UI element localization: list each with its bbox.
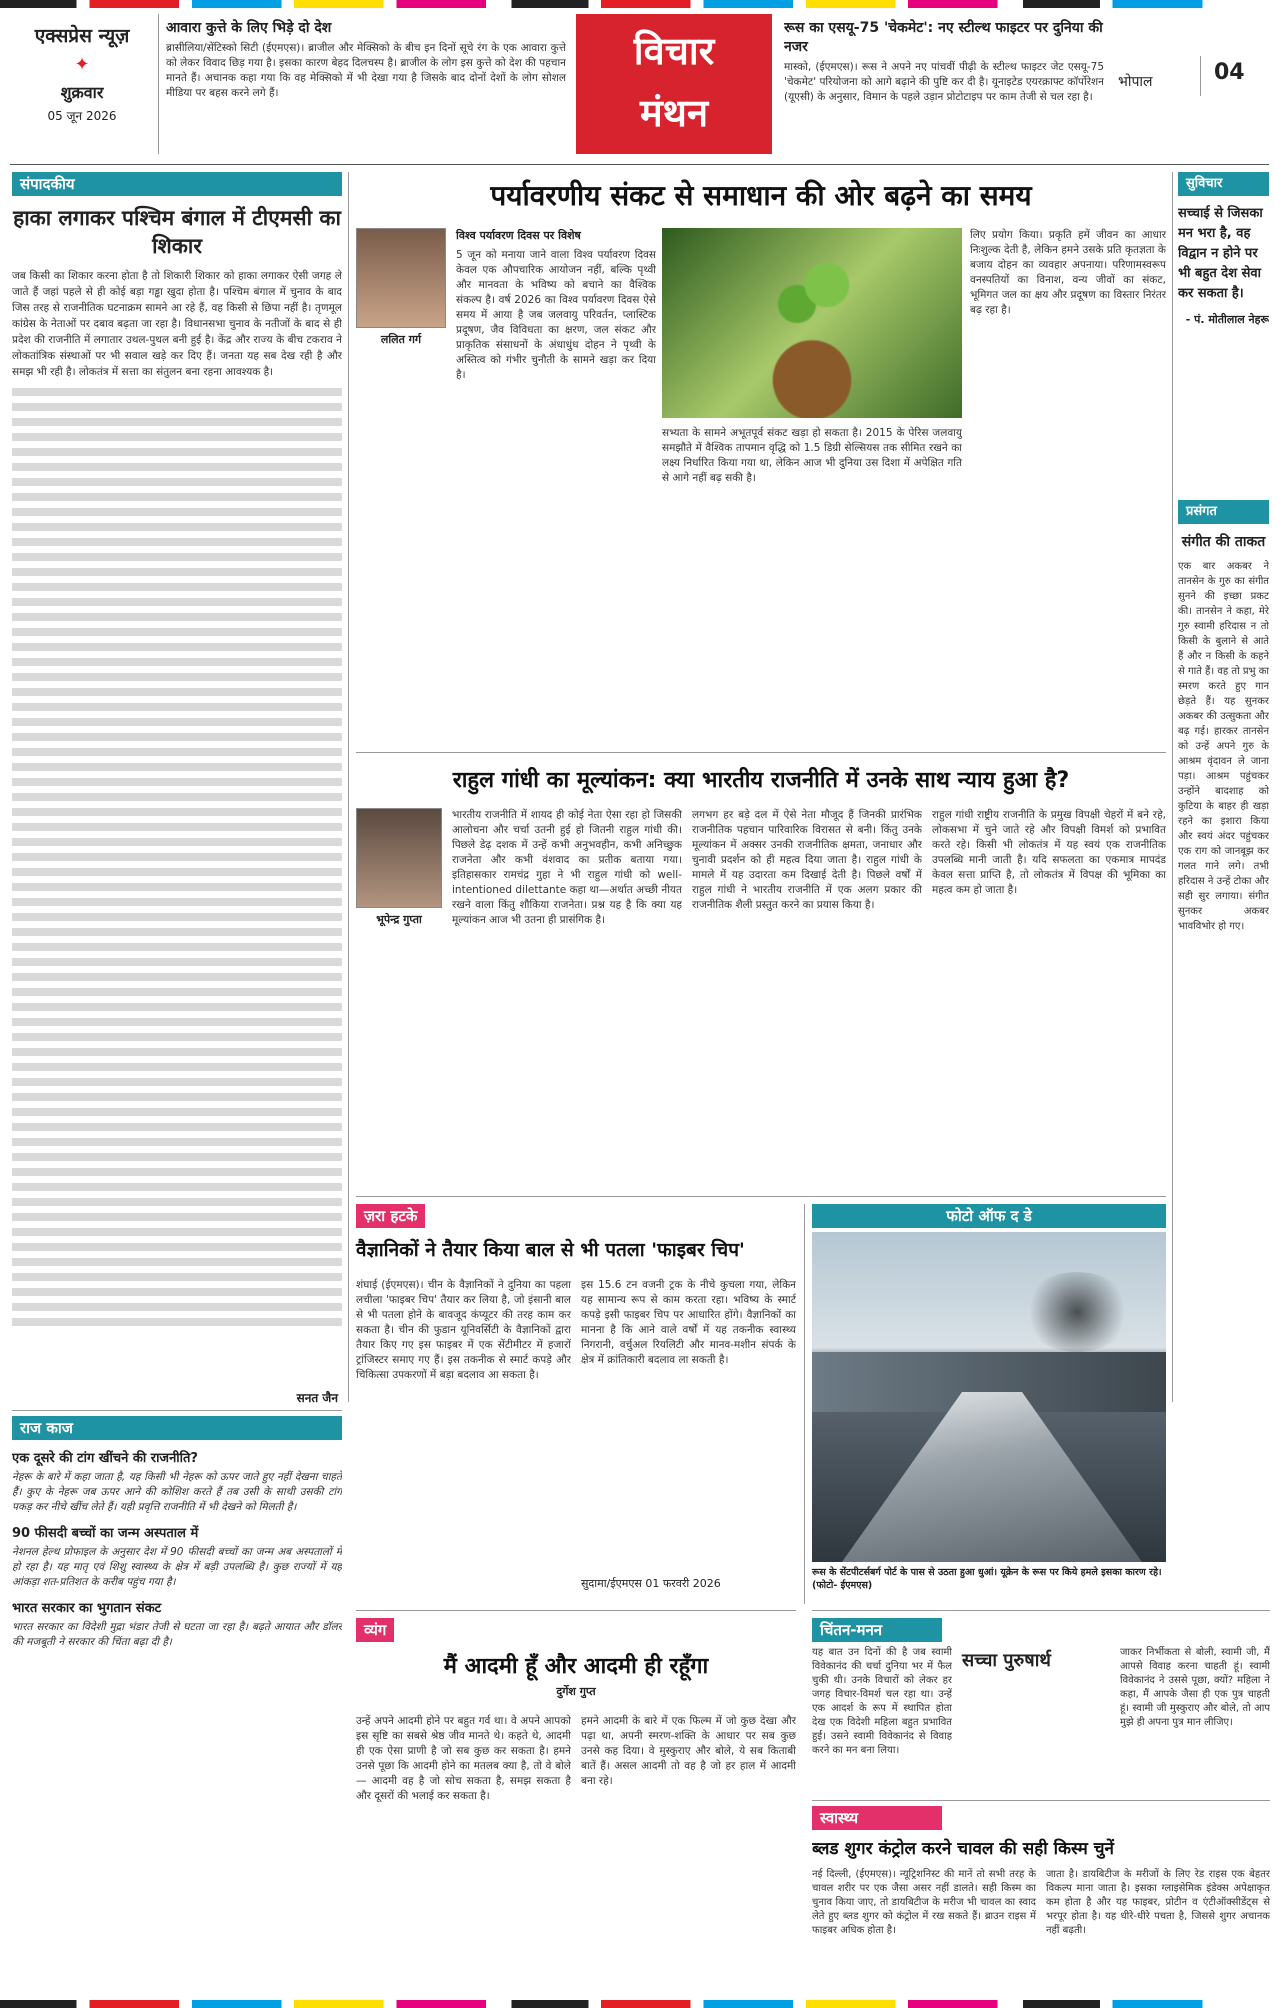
divider: [1172, 172, 1173, 1402]
story-body-1: यह बात उन दिनों की है जब स्वामी विवेकानंद की चर्चा दुनिया भर में फैल चुकी थी। उनके विचारों को लेकर हर जगह विचार-विमर्श चल रहा था। उन्हें एक आदर्श के रूप में स्थापित होता देख एक विदेशी महिला बहुत प्रभावित हुई। उसने स्वामी विवेकानंद से विवाह करने का मन बना लिया।: [812, 1647, 952, 1756]
section-header: स्वास्थ्य: [812, 1806, 942, 1830]
story-body-2: जाकर निर्भीकता से बोली, स्वामी जी, मैं आपसे विवाह करना चाहती हूं। स्वामी विवेकानंद ने उससे पूछा, क्यों? महिला ने कहा, मैं आपके जैसा ही एक पुत्र चाहती हूं। स्वामी जी मुस्कुराए और बोले, तो आप मुझे ही अपना पुत्र मान लीजिए।: [1120, 1647, 1270, 1728]
article-body-3: लिए प्रयोग किया। प्रकृति हमें जीवन का आधार निःशुल्क देती है, लेकिन हमने उसके प्रति कृतज्ञता के बजाय दोहन का व्यवहार अपनाया। परिणामस्वरूप वनस्पतियों का विनाश, वन्य जीवों का संकट, भूमिगत जल का क्षय और प्रदूषण का विस्तार निरंतर बढ़ रहा है।: [970, 229, 1166, 316]
photo-of-day: [812, 1204, 1166, 1604]
divider: [356, 1610, 796, 1611]
section-header: राज काज: [12, 1416, 342, 1440]
divider: [158, 14, 159, 154]
story-body-1: उन्हें अपने आदमी होने पर बहुत गर्व था। वे अपने आपको इस सृष्टि का सबसे श्रेष्ठ जीव मानते थे। कहते थे, आदमी ही एक ऐसा प्राणी है जो सब कुछ कर सकता है। हमने उनसे पूछा कि आदमी होने का मतलब क्या है, तो वे बोले — आदमी वह है जो सोच सकता है, समझ सकता है और दूसरों की भलाई कर सकता है।: [356, 1715, 571, 1802]
section-header: सुविचार: [1178, 172, 1269, 196]
newspaper-name: एक्सप्रेस न्यूज़: [34, 25, 130, 47]
story-body-cont: [962, 1678, 1112, 1798]
author-name: ललित गर्ग: [380, 333, 422, 346]
story-title: सच्चा पुरुषार्थ: [962, 1650, 1051, 1671]
story-title: वैज्ञानिकों ने तैयार किया बाल से भी पतला 'फाइबर चिप': [356, 1239, 745, 1261]
story-body-2: इस 15.6 टन वजनी ट्रक के नीचे कुचला गया, लेकिन यह सामान्य रूप से काम करता रहा। भविष्य के स्मार्ट कपड़े इसी फाइबर चिप पर आधारित होंगे। वैज्ञानिकों का मानना है कि आने वाले वर्षों में यह तकनीक स्वास्थ्य निगरानी, वर्चुअल रियलिटी और मानव-मशीन संपर्क के क्षेत्र में क्रांतिकारी बदलाव ला सकती है।: [581, 1279, 796, 1366]
article-photo: [662, 228, 962, 418]
quote-author: - पं. मोतीलाल नेहरू: [1185, 313, 1269, 326]
divider: [356, 1196, 1166, 1197]
item-body: नेहरू के बारे में कहा जाता है, यह किसी भी नेहरू को ऊपर जाते हुए नहीं देखना चाहते हैं। कुए के नेहरू जब ऊपर आने की कोशिश करते हैं तब उसी के साथी उसकी टांग पकड़ कर नीचे खींच लेते हैं। यही प्रवृत्ति राजनीति में भी देखने को मिलती है।: [12, 1471, 342, 1513]
editorial-column: [12, 172, 342, 1410]
prasang-box: [1178, 500, 1269, 1400]
raj-kaaj-column: [12, 1416, 342, 1996]
story-body-1: शंघाई (ईएमएस)। चीन के वैज्ञानिकों ने दुनिया का पहला लचीला 'फाइबर चिप' तैयार कर लिया है, जो इंसानी बाल से भी पतला होने के बावजूद कंप्यूटर की तरह काम कर सकता है। चीन की फुडान यूनिवर्सिटी के वैज्ञानिकों द्वारा तैयार किए गए इस फाइबर में एक सेंटीमीटर में हजारों ट्रांजिस्टर समाए गए हैं। इस तकनीक से स्मार्ट कपड़े और चिकित्सा उपकरणों में बड़ा बदलाव आ सकता है।: [356, 1279, 571, 1381]
story-body-2: हमने आदमी के बारे में एक फिल्म में जो कुछ देखा और पढ़ा था, अपनी स्मरण-शक्ति के आधार पर सब कुछ उनसे कह दिया। वे मुस्कुराए और बोले, ये सब किताबी बातें हैं। असल आदमी तो वह है जो हर हाल में आदमी बना रहे।: [581, 1715, 796, 1787]
quote-text: सच्चाई से जिसका मन भरा है, वह विद्वान न होने पर भी बहुत देश सेवा कर सकता है।: [1178, 206, 1263, 301]
star-icon: ✦: [74, 54, 90, 75]
item-title: एक दूसरे की टांग खींचने की राजनीति?: [12, 1451, 198, 1466]
section-header: प्रसंगत: [1178, 500, 1269, 524]
edition-city: भोपाल: [1118, 74, 1153, 90]
brand-line-2: मंथन: [639, 90, 709, 135]
item-title: भारत सरकार का भुगतान संकट: [12, 1601, 162, 1616]
story-author: दुर्गेश गुप्त: [556, 1685, 596, 1698]
page-number: 04: [1214, 60, 1245, 85]
photo-caption: रूस के सेंटपीटर्सबर्ग पोर्ट के पास से उठता हुआ धुआं। यूक्रेन के रूस पर किये हमले इसका कारण रहे। (फोटो- ईएमएस): [812, 1567, 1162, 1591]
top-right-story: [784, 18, 1104, 153]
divider: [812, 1800, 1270, 1801]
rahul-article: [356, 760, 1166, 1190]
item-body: भारत सरकार का विदेशी मुद्रा भंडार तेजी से घटता जा रहा है। बढ़ते आयात और डॉलर की मजबूती ने सरकार की चिंता बढ़ा दी है।: [12, 1621, 342, 1648]
article-body-1: 5 जून को मनाया जाने वाला विश्व पर्यावरण दिवस केवल एक औपचारिक आयोजन नहीं, बल्कि पृथ्वी और मानवता के भविष्य को बचाने का वैश्विक संकल्प है। वर्ष 2026 का विश्व पर्यावरण दिवस ऐसे समय में आया है जब जलवायु परिवर्तन, प्लास्टिक प्रदूषण, जैव विविधता का क्षरण, जल संकट और प्राकृतिक संसाधनों के अंधाधुंध दोहन ने पृथ्वी के अस्तित्व को गंभीर चुनौती के सामने खड़ा कर दिया है।: [456, 249, 656, 381]
brand-line-1: विचार: [633, 28, 715, 73]
section-header: व्यंग: [356, 1618, 394, 1642]
author-name: भूपेन्द्र गुप्ता: [376, 913, 422, 926]
issue-date: 05 जून 2026: [47, 109, 117, 123]
chintan-story: [812, 1618, 1270, 1798]
story-body-1: नई दिल्ली, (ईएमएस)। न्यूट्रिशनिस्ट की मानें तो सभी तरह के चावल शरीर पर एक जैसा असर नहीं डालते। सही किस्म का चुनाव किया जाए, तो डायबिटीज के मरीज भी चावल का स्वाद लेते हुए ब्लड शुगर को कंट्रोल में रख सकते हैं। ब्राउन राइस में फाइबर अधिक होता है।: [812, 1869, 1036, 1936]
vyang-story: [356, 1618, 796, 1996]
item-body: नेशनल हेल्थ प्रोफाइल के अनुसार देश में 90 फीसदी बच्चों का जन्म अब अस्पतालों में हो रहा है। यह मातृ एवं शिशु स्वास्थ्य के क्षेत्र में बड़ी उपलब्धि है। कुछ राज्यों में यह आंकड़ा शत-प्रतिशत के करीब पहुंच गया है।: [12, 1546, 342, 1588]
story-body: ब्रासीलिया/सेंटिस्को सिटी (ईएमएस)। ब्राजील और मेक्सिको के बीच इन दिनों सूचे रंग के एक आवारा कुत्ते को लेकर विवाद छिड़ गया है। इसका कारण बेहद दिलचस्प है। ब्राजील के लोग इस कुत्ते को देश की पहचान मानते हैं। अचानक कहा गया कि वह मेक्सिको में भी देखा गया है जिसके बाद दोनों देशों के लोग सोशल मीडिया पर बहस करने लगे हैं।: [166, 42, 566, 99]
color-registration-strip-bottom: [0, 2000, 1279, 2008]
article-title: पर्यावरणीय संकट से समाधान की ओर बढ़ने का समय: [490, 179, 1032, 212]
section-header: ज़रा हटके: [356, 1204, 425, 1228]
article-body-1: भारतीय राजनीति में शायद ही कोई नेता ऐसा रहा हो जिसकी आलोचना और चर्चा उतनी हुई हो जितनी राहुल गांधी की। पिछले डेढ़ दशक में उन्हें कभी अनुभवहीन, कभी अनिच्छुक राजनेता और कभी वंशवाद का प्रतीक बताया गया। इतिहासकार रामचंद्र गुहा ने भी राहुल गांधी को well-intentioned dilettante कहा था—अर्थात अच्छी नीयत रखने वाला किंतु शौकिया राजनेता। प्रश्न यह है कि क्या यह मूल्यांकन आज भी उतना ही प्रासंगिक है।: [452, 809, 682, 926]
section-header: चिंतन-मनन: [812, 1618, 942, 1642]
section-header: फोटो ऑफ द डे: [812, 1204, 1166, 1228]
divider: [356, 752, 1166, 753]
article-title: राहुल गांधी का मूल्यांकन: क्या भारतीय राजनीति में उनके साथ न्याय हुआ है?: [452, 768, 1070, 793]
editorial-body: जब किसी का शिकार करना होता है तो शिकारी शिकार को हाका लगाकर ऐसी जगह ले जाते हैं जहां पहले से ही कोई बड़ा गड्ढा खुदा होता है। पश्चिम बंगाल में चुनाव के बाद जिस तरह से राजनीतिक घटनाक्रम सामने आ रहे हैं, वह किसी से छिपा नहीं है। तृणमूल कांग्रेस के नेताओं पर दबाव बढ़ता जा रहा है। विधानसभा चुनाव के नतीजों के बाद से ही प्रदेश की राजनीति में लगातार उथल-पुथल बनी हुई है। केंद्र और राज्य के बीच टकराव ने लोकतांत्रिक संस्थाओं पर भी सवाल खड़े कर दिए हैं। जनता यह सब देख रही है और समझ भी रही है। लोकतंत्र में सत्ता का संतुलन बना रहना आवश्यक है।: [12, 270, 342, 378]
item-title: 90 फीसदी बच्चों का जन्म अस्पताल में: [12, 1526, 199, 1541]
story-body-2: जाता है। डायबिटीज के मरीजों के लिए रेड राइस एक बेहतर विकल्प माना जाता है। इसका ग्लाइसेमिक इंडेक्स अपेक्षाकृत कम होता है और यह फाइबर, प्रोटीन व एंटीऑक्सीडेंट्स से भरपूर होता है। यह धीरे-धीरे पचता है, जिससे शुगर अचानक नहीं बढ़ती।: [1046, 1869, 1270, 1936]
color-registration-strip-top: [0, 0, 1279, 8]
top-left-story: [166, 18, 566, 153]
story-title: आवारा कुत्ते के लिए भिड़े दो देश: [166, 20, 332, 36]
divider: [812, 1610, 1270, 1611]
issue-day: शुक्रवार: [60, 83, 104, 102]
divider: [804, 1204, 805, 1604]
divider: [12, 1410, 342, 1411]
main-article: [356, 172, 1166, 752]
editorial-text-continued: [12, 388, 342, 1326]
article-body-3: राहुल गांधी राष्ट्रीय राजनीति के प्रमुख विपक्षी चेहरों में बने रहे, लोकसभा में चुने जाते रहे और विपक्षी विमर्श को प्रभावित करते रहे। किसी भी लोकतंत्र में यह स्वयं एक राजनीतिक उपलब्धि मानी जाती है। यदि सफलता का एकमात्र मापदंड केवल सत्ता प्राप्ति है, तो लोकतंत्र में विपक्ष की भूमिका का महत्व कम हो जाता है।: [932, 809, 1166, 896]
story-title: मैं आदमी हूँ और आदमी ही रहूँगा: [443, 1654, 709, 1679]
health-story: [812, 1806, 1270, 1996]
divider: [1200, 56, 1201, 96]
editorial-title: हाका लगाकर पश्चिम बंगाल में टीएमसी का शिकार: [13, 206, 341, 258]
prasang-body: एक बार अकबर ने तानसेन के गुरु का संगीत सुनने की इच्छा प्रकट की। तानसेन ने कहा, मेरे गुरु स्वामी हरिदास न तो किसी के बुलाने से आते हैं और न किसी के कहने से गाते हैं। वह तो प्रभु का स्मरण करते हुए गान छेड़ते हैं। यह सुनकर अकबर की उत्सुकता और बढ़ गई। हारकर तानसेन को उन्हें अपने गुरु के आश्रम वृंदावन ले जाना पड़ा। आश्रम पहुंचकर उन्होंने बादशाह को कुटिया के बाहर ही खड़ा रहने का इशारा किया और स्वयं अंदर पहुंचकर एक राग को जानबूझ कर गलत गाने लगे। तभी हरिदास ने उन्हें टोका और सही सुर लगाया। संगीत सुनकर अकबर भावविभोर हो गए।: [1178, 561, 1269, 932]
article-body-2: सभ्यता के सामने अभूतपूर्व संकट खड़ा हो सकता है। 2015 के पेरिस जलवायु समझौते में वैश्विक तापमान वृद्धि को 1.5 डिग्री सेल्सियस तक सीमित रखने का लक्ष्य निर्धारित किया गया था, लेकिन आज भी दुनिया उस दिशा में अपेक्षित गति से आगे नहीं बढ़ सकी है।: [662, 427, 962, 484]
divider: [348, 172, 349, 1402]
article-kicker: विश्व पर्यावरण दिवस पर विशेष: [456, 229, 581, 242]
author-photo: [356, 228, 446, 328]
masthead: [12, 18, 152, 158]
article-body-2: लगभग हर बड़े दल में ऐसे नेता मौजूद हैं जिनकी प्रारंभिक राजनीतिक पहचान पारिवारिक विरासत से बनी। किंतु उनके मूल्यांकन में अक्सर उनकी राजनीतिक क्षमता, जनाधार और चुनावी प्रदर्शन को ही महत्व दिया जाता है। राहुल गांधी के मामले में यह उदारता कम दिखाई देती है। पिछले वर्षों में राहुल गांधी ने भारतीय राजनीति में एक अलग प्रकार की राजनीतिक शैली प्रस्तुत करने का प्रयास किया है।: [692, 809, 922, 911]
story-footer: सुदामा/ईएमएस 01 फरवरी 2026: [581, 1577, 721, 1590]
story-title: ब्लड शुगर कंट्रोल करने चावल की सही किस्म चुनें: [812, 1839, 1114, 1859]
section-brand: [576, 14, 772, 154]
author-photo: [356, 808, 442, 908]
divider: [10, 164, 1269, 165]
fiber-chip-story: [356, 1204, 796, 1604]
photo-highway-bridge: [812, 1232, 1166, 1562]
section-header: संपादकीय: [12, 172, 342, 196]
editorial-author: सनत जैन: [291, 1389, 338, 1406]
story-title: रूस का एसयू-75 'चेकमेट': नए स्टील्थ फाइटर पर दुनिया की नजर: [784, 20, 1103, 55]
prasang-title: संगीत की ताकत: [1181, 534, 1266, 550]
suvichar-box: [1178, 172, 1269, 492]
story-body: मास्को, (ईएमएस)। रूस ने अपने नए पांचवीं पीढ़ी के स्टील्थ फाइटर जेट एसयू-75 'चेकमेट' परियोजना को आगे बढ़ाने की पुष्टि कर दी है। यूनाइटेड एयरक्राफ्ट कॉर्पोरेशन (यूएसी) के अनुसार, विमान के पहले उड़ान प्रोटोटाइप पर काम तेजी से चल रहा है।: [784, 61, 1104, 103]
